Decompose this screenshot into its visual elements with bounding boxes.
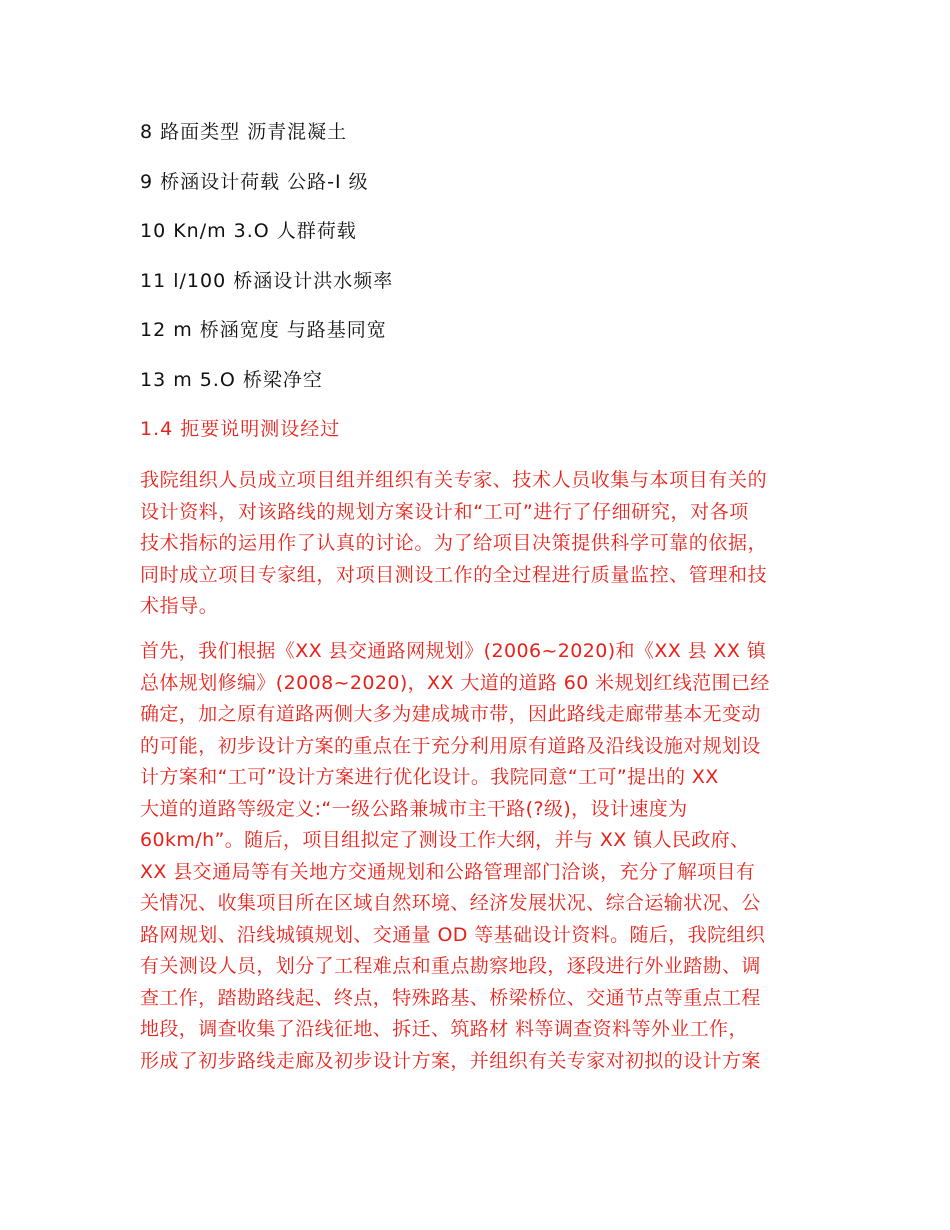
paragraph-line: 路网规划、沿线城镇规划、交通量 OD 等基础设计资料。随后，我院组织: [140, 923, 766, 946]
paragraph-line: 术指导。: [140, 595, 219, 617]
paragraph-line: 有关测设人员，划分了工程难点和重点勘察地段，逐段进行外业踏勘、调: [140, 955, 761, 977]
paragraph-line: 设计资料，对该路线的规划方案设计和“工可”进行了仔细研究，对各项: [140, 500, 749, 523]
paragraph-line: 首先，我们根据《XX 县交通路网规划》(2006~2020)和《XX 县 XX 镇: [140, 640, 767, 662]
paragraph-line: 同时成立项目专家组，对项目测设工作的全过程进行质量监控、管理和技: [140, 563, 768, 586]
spec-line-10: 10 Kn/m 3.O 人群荷载: [140, 220, 357, 242]
paragraph-line: XX 县交通局等有关地方交通规划和公路管理部门洽谈，充分了解项目有: [140, 860, 756, 883]
paragraph-line: 总体规划修编》(2008~2020)，XX 大道的道路 60 米规划红线范围已经: [140, 671, 770, 694]
paragraph-1: [140, 465, 820, 623]
paragraph-line: 技术指标的运用作了认真的讨论。为了给项目决策提供科学可靠的依据，: [140, 532, 768, 554]
paragraph-line: 60km/h”。随后，项目组拟定了测设工作大纲，并与 XX 镇人民政府、: [140, 829, 750, 851]
paragraph-2: [140, 636, 820, 1077]
paragraph-line: 关情况、收集项目所在区域自然环境、经济发展状况、综合运输状况、公: [140, 892, 761, 914]
paragraph-line: 计方案和“工可”设计方案进行优化设计。我院同意“工可”提出的 XX: [140, 766, 719, 788]
spec-line-13: 13 m 5.O 桥梁净空: [140, 369, 323, 391]
paragraph-line: 地段，调查收集了沿线征地、拆迁、筑路材 料等调查资料等外业工作，: [140, 1018, 748, 1040]
spec-line-8: 8 路面类型 沥青混凝土: [140, 121, 348, 143]
paragraph-line: 确定，加之原有道路两侧大多为建成城市带，因此路线走廊带基本无变动: [140, 703, 761, 725]
spec-line-12: 12 m 桥涵宽度 与路基同宽: [140, 319, 387, 341]
paragraph-line: 我院组织人员成立项目组并组织有关专家、技术人员收集与本项目有关的: [140, 469, 768, 491]
paragraph-line: 大道的道路等级定义:“一级公路兼城市主干路(?级)，设计速度为: [140, 797, 688, 820]
section-heading: 1.4 扼要说明测设经过: [140, 418, 341, 440]
paragraph-line: 的可能，初步设计方案的重点在于充分利用原有道路及沿线设施对规划设: [140, 734, 761, 757]
spec-line-11: 11 l/100 桥涵设计洪水频率: [140, 270, 394, 292]
spec-line-9: 9 桥涵设计荷载 公路-I 级: [140, 171, 369, 193]
paragraph-line: 形成了初步路线走廊及初步设计方案，并组织有关专家对初拟的设计方案: [140, 1049, 761, 1072]
paragraph-line: 查工作，踏勘路线起、终点，特殊路基、桥梁桥位、交通节点等重点工程: [140, 986, 761, 1009]
